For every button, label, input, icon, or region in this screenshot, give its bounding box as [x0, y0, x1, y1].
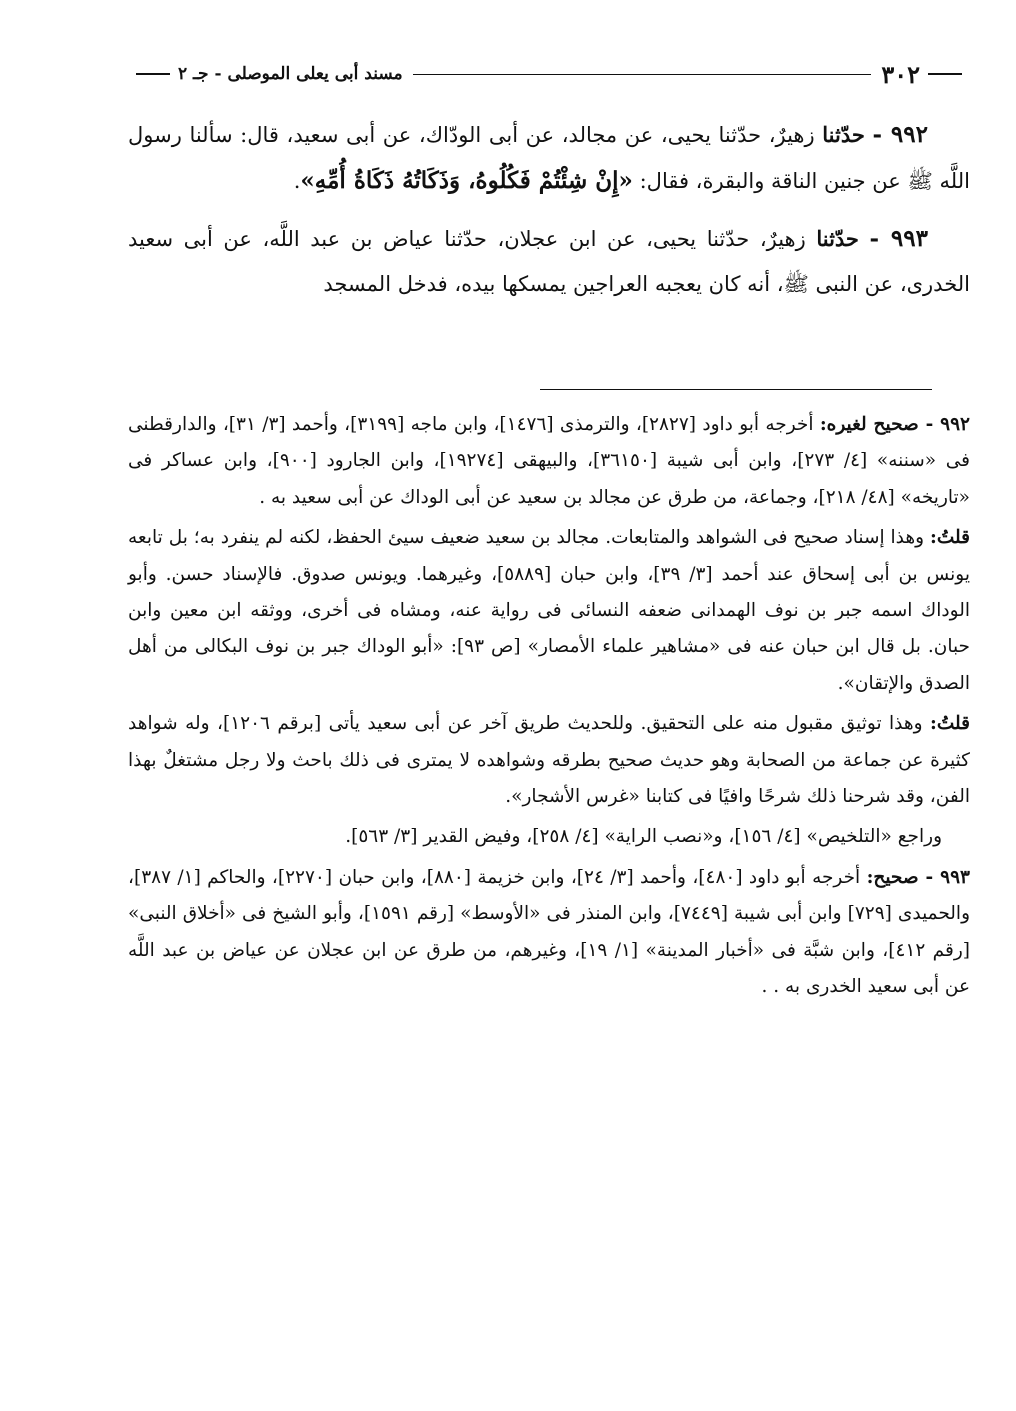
- footnote-separator: [540, 389, 932, 390]
- footnote-993: [128, 860, 970, 1006]
- hadith-lead: حدّثنا: [816, 226, 859, 251]
- hadith-text: زهيرٌ، حدّثنا يحيى، عن ابن عجلان، حدّثنا عياض بن عبد اللَّه، عن أبى سعيد الخدرى، عن النبى ﷺ، أنه كان يعجبه العراجين يمسكها بيده، فدخل المسجد: [128, 227, 970, 296]
- main-text: [128, 112, 970, 319]
- running-title: مسند أبى يعلى الموصلى - جـ ٢: [178, 64, 403, 84]
- hadith-end: .: [293, 169, 301, 193]
- comment-label: قلتُ:: [930, 713, 970, 735]
- header-dash: [928, 73, 962, 75]
- page-number: ٣٠٢: [881, 59, 920, 89]
- footnote-comment-2: [128, 706, 970, 815]
- footnote-label: ٩٩٣ - صحيح:: [866, 866, 970, 888]
- comment-text: وهذا توثيق مقبول منه على التحقيق. وللحديث طريق آخر عن أبى سعيد يأتى [برقم ١٢٠٦]، وله شواهد كثيرة عن جماعة من الصحابة وهو حديث صحيح بطرقه وشواهده لا يمترى فى ذلك باحث ولا رجل مشتغلٌ بهذا الفن، وقد شرحنا ذلك شرحًا وافيًا فى كتابنا «غرس الأشجار».: [128, 713, 970, 808]
- hadith-text: زهيرٌ، حدّثنا يحيى، عن مجالد، عن أبى الودّاك، عن أبى سعيد، قال: سألنا رسول اللَّه ﷺ عن جنين الناقة والبقرة، فقال:: [128, 123, 970, 193]
- running-header: [128, 54, 970, 94]
- comment-label: قلتُ:: [930, 527, 970, 549]
- hadith-number: ٩٩٢ -: [872, 121, 928, 148]
- footnotes: [128, 407, 970, 1010]
- footnote-label: ٩٩٢ - صحيح لغيره:: [819, 414, 970, 435]
- see-also-text: وراجع «التلخيص» [٤/ ١٥٦]، و«نصب الراية» [٤/ ٢٥٨]، وفيض القدير [٣/ ٥٦٣].: [345, 826, 942, 848]
- footnote-comment-1: [128, 520, 970, 702]
- comment-text: وهذا إسناد صحيح فى الشواهد والمتابعات. مجالد بن سعيد ضعيف سيئ الحفظ، لكنه لم ينفرد به؛ بل تابعه يونس بن أبى إسحاق عند أحمد [٣/ ٣٩]، وابن حبان [٥٨٨٩]، وغيرهما. ويونس صدوق. فالإسناد حسن. وأبو الوداك اسمه جبر بن نوف الهمدانى ضعفه النسائى فى رواية عنه، ومشاه فى أخرى، ووثقه ابن معين وابن حبان. بل قال ابن حبان عنه فى «مشاهير علماء الأمصار» [ص ٩٣]: «أبو الوداك جبر بن نوف البكالى من أهل الصدق والإتقان».: [128, 527, 970, 694]
- header-dash-end: [136, 73, 170, 75]
- prophetic-quote: «إِنْ شِئْتُمْ فَكُلُوهُ، وَذَكَاتُهُ ذَكَاةُ أُمِّهِ»: [300, 167, 633, 194]
- hadith-lead: حدّثنا: [822, 122, 865, 147]
- hadith-number: ٩٩٣ -: [869, 225, 928, 252]
- header-rule: [413, 74, 872, 75]
- hadith-993: [128, 216, 970, 307]
- hadith-992: [128, 112, 970, 204]
- footnote-text: أخرجه أبو داود [٤٨٠]، وأحمد [٣/ ٢٤]، وابن خزيمة [٨٨٠]، وابن حبان [٢٢٧٠]، والحاكم [١/ ٣٨٧]، والحميدى [٧٢٩] وابن أبى شيبة [٧٤٤٩]، وابن المنذر فى «الأوسط» [رقم ١٥٩١]، وأبو الشيخ فى «أخلاق النبى» [رقم ٤١٢]، وابن شبَّة فى «أخبار المدينة» [١/ ١٩]، وغيرهم، من طرق عن ابن عجلان عن عياض بن عبد اللَّه عن أبى سعيد الخدرى به . .: [128, 866, 971, 998]
- footnote-992: [128, 407, 970, 516]
- footnote-see-also: [128, 819, 970, 855]
- footnote-text: أخرجه أبو داود [٢٨٢٧]، والترمذى [١٤٧٦]، وابن ماجه [٣١٩٩]، وأحمد [٣/ ٣١]، والدارقطنى فى «سننه» [٤/ ٢٧٣]، وابن أبى شيبة [٣٦١٥٠]، والبيهقى [١٩٢٧٤]، وابن الجارود [٩٠٠]، وابن عساكر فى «تاريخه» [٤٨/ ٢١٨]، وجماعة، من طرق عن مجالد بن سعيد عن أبى الوداك عن أبى سعيد به .: [128, 414, 970, 508]
